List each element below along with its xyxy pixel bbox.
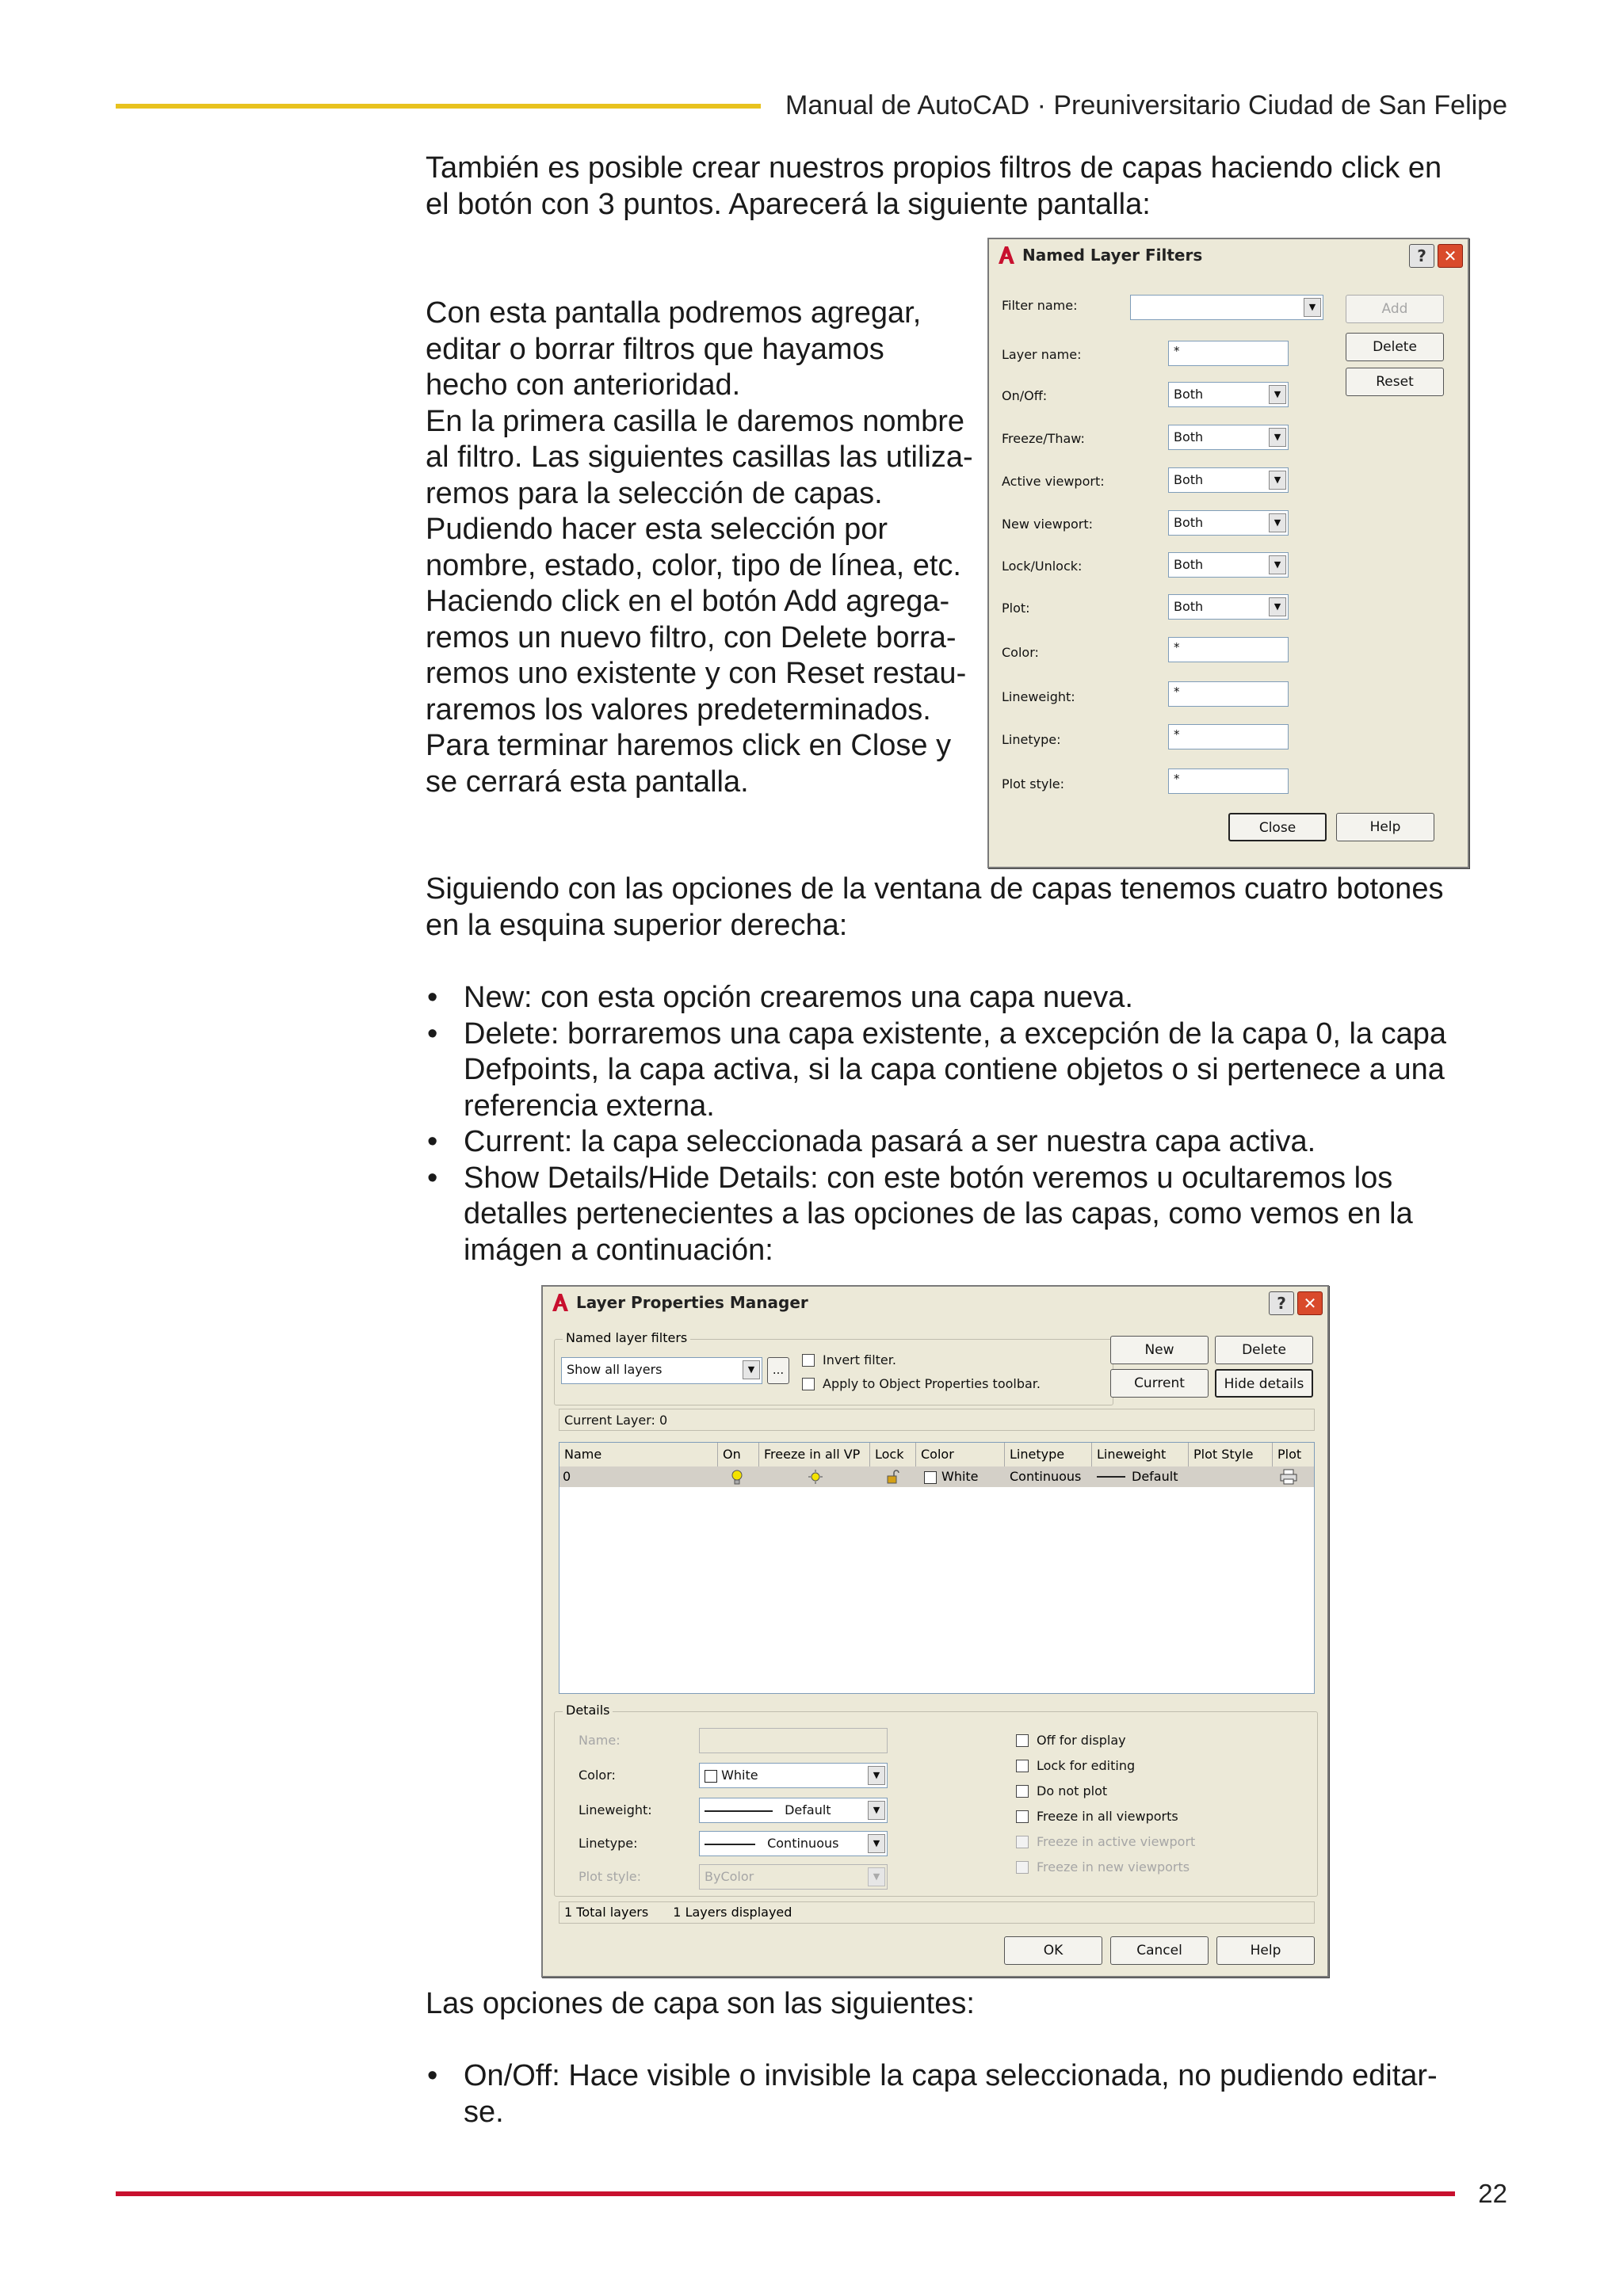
details-color-combo[interactable] — [699, 1763, 888, 1788]
button-options-list — [426, 980, 1480, 1268]
layer-name-input[interactable]: * — [1168, 341, 1289, 366]
invert-filter-checkbox[interactable] — [802, 1354, 815, 1367]
column-header-name[interactable]: Name — [559, 1443, 718, 1466]
lock-unlock-value: Both — [1174, 557, 1204, 572]
dropdown-arrow-icon[interactable]: ▼ — [743, 1360, 760, 1379]
total-layers-status: 1 Total layers — [564, 1905, 649, 1920]
freeze-active-viewport-label: Freeze in active viewport — [1037, 1834, 1196, 1849]
plot-label: Plot: — [1002, 601, 1030, 616]
apply-toolbar-checkbox[interactable] — [802, 1378, 815, 1390]
freeze-active-viewport-checkbox[interactable] — [1016, 1836, 1029, 1848]
list-item-line: referencia externa. — [464, 1089, 715, 1123]
header-rule — [116, 104, 761, 109]
displayed-layers-status: 1 Layers displayed — [673, 1905, 792, 1920]
filter-value: Show all layers — [567, 1362, 663, 1377]
color-input[interactable]: * — [1168, 637, 1289, 662]
lineweight-input[interactable]: * — [1168, 681, 1289, 707]
details-plotstyle-combo[interactable] — [699, 1864, 888, 1890]
layers-list[interactable] — [559, 1442, 1315, 1694]
column-header-on[interactable]: On — [718, 1443, 759, 1466]
list-item: • Current: la capa seleccionada pasará a ser nuestra capa activa. — [426, 1124, 1480, 1161]
details-color-value: White — [721, 1768, 758, 1783]
side-line: remos un nuevo filtro, con Delete borra- — [426, 620, 957, 654]
delete-button[interactable]: Delete — [1215, 1336, 1313, 1364]
side-line: nombre, estado, color, tipo de línea, etc. — [426, 548, 961, 582]
current-button[interactable]: Current — [1110, 1369, 1209, 1398]
details-lineweight-value: Default — [785, 1802, 831, 1817]
layer-color-cell[interactable]: White — [941, 1469, 979, 1484]
list-item — [426, 2058, 1480, 2130]
intro-paragraph — [426, 151, 1442, 223]
lightbulb-icon[interactable] — [731, 1470, 743, 1486]
column-header-lock[interactable]: Lock — [870, 1443, 916, 1466]
column-header-freeze[interactable]: Freeze in all VP — [759, 1443, 870, 1466]
on-off-combo[interactable] — [1168, 382, 1289, 407]
list-item-line: • On/Off: Hace visible o invisible la capa seleccionada, no pudiendo editar- — [464, 2059, 1438, 2092]
details-group — [554, 1703, 1318, 1897]
lock-unlock-combo[interactable] — [1168, 552, 1289, 578]
details-linetype-label: Linetype: — [579, 1836, 638, 1851]
details-linetype-combo[interactable] — [699, 1831, 888, 1856]
side-line: remos uno existente y con Reset restau- — [426, 657, 967, 690]
off-for-display-checkbox[interactable] — [1016, 1734, 1029, 1747]
dropdown-arrow-icon[interactable]: ▼ — [1269, 555, 1286, 574]
dialog-titlebar — [543, 1287, 1327, 1318]
layer-linetype-cell[interactable]: Continuous — [1010, 1469, 1082, 1484]
layer-options-list — [426, 2058, 1480, 2130]
para-line: Siguiendo con las opciones de la ventana de capas tenemos cuatro botones — [426, 872, 1444, 906]
side-line: Con esta pantalla podremos agregar, — [426, 296, 922, 330]
dropdown-arrow-icon[interactable]: ▼ — [868, 1801, 885, 1820]
active-viewport-value: Both — [1174, 472, 1204, 487]
list-item: • New: con esta opción crearemos una capa nueva. — [426, 980, 1480, 1016]
linetype-input[interactable]: * — [1168, 724, 1289, 749]
invert-filter-label: Invert filter. — [823, 1352, 896, 1367]
details-name-input[interactable] — [699, 1728, 888, 1753]
autocad-icon — [549, 1292, 570, 1313]
details-plotstyle-value: ByColor — [705, 1869, 754, 1884]
details-color-label: Color: — [579, 1768, 616, 1783]
named-filters-group — [554, 1330, 1113, 1405]
sun-icon[interactable] — [808, 1470, 823, 1484]
freeze-thaw-label: Freeze/Thaw: — [1002, 431, 1085, 446]
new-viewport-combo[interactable] — [1168, 510, 1289, 536]
on-off-label: On/Off: — [1002, 388, 1048, 403]
intro-line: el botón con 3 puntos. Aparecerá la siguiente pantalla: — [426, 187, 1151, 221]
freeze-thaw-combo[interactable] — [1168, 425, 1289, 450]
side-line: Para terminar haremos click en Close y — [426, 729, 952, 762]
layer-name-label: Layer name: — [1002, 347, 1082, 362]
dialog-title: Layer Properties Manager — [576, 1293, 808, 1312]
footer-rule — [116, 2191, 1455, 2196]
help-button[interactable]: Help — [1336, 813, 1434, 841]
group-caption: Details — [563, 1703, 613, 1718]
status-bar — [559, 1901, 1315, 1924]
close-icon[interactable]: ✕ — [1438, 244, 1463, 268]
lock-for-editing-label: Lock for editing — [1037, 1758, 1136, 1773]
linetype-label: Linetype: — [1002, 732, 1061, 747]
side-line: al filtro. Las siguientes casillas las utiliza- — [426, 441, 973, 474]
apply-toolbar-label: Apply to Object Properties toolbar. — [823, 1376, 1041, 1391]
reset-button[interactable]: Reset — [1346, 368, 1444, 396]
color-swatch — [705, 1770, 717, 1783]
close-button[interactable]: Close — [1228, 813, 1327, 841]
list-item — [426, 1161, 1480, 1269]
active-viewport-label: Active viewport: — [1002, 474, 1105, 489]
side-line: hecho con anterioridad. — [426, 368, 741, 402]
list-item-line: detalles pertenecientes a las opciones de las capas, como vemos en la — [464, 1197, 1413, 1230]
new-viewport-label: New viewport: — [1002, 517, 1094, 532]
dropdown-arrow-icon[interactable]: ▼ — [1269, 471, 1286, 490]
column-header-plot[interactable]: Plot — [1273, 1443, 1314, 1466]
add-button[interactable]: Add — [1346, 295, 1444, 323]
list-item-line: se. — [464, 2095, 504, 2129]
hide-details-button[interactable]: Hide details — [1215, 1369, 1313, 1398]
column-header-linetype[interactable]: Linetype — [1005, 1443, 1092, 1466]
list-item-line: • Show Details/Hide Details: con este botón veremos u ocultaremos los — [464, 1161, 1393, 1195]
side-line: Pudiendo hacer esta selección por — [426, 513, 888, 546]
color-label: Color: — [1002, 645, 1039, 660]
lineweight-sample — [1097, 1476, 1125, 1478]
dropdown-arrow-icon[interactable]: ▼ — [1269, 428, 1286, 447]
side-line: raremos los valores predeterminados. — [426, 692, 931, 727]
dropdown-arrow-icon[interactable]: ▼ — [868, 1834, 885, 1853]
table-row[interactable] — [559, 1466, 1314, 1487]
plot-value: Both — [1174, 599, 1204, 614]
side-line: se cerrará esta pantalla. — [426, 765, 749, 799]
side-line: remos para la selección de capas. — [426, 476, 883, 510]
plot-style-label: Plot style: — [1002, 776, 1064, 791]
dropdown-arrow-icon[interactable]: ▼ — [1269, 385, 1286, 404]
header-title: Manual de AutoCAD · Preuniversitario Ciudad de San Felipe — [785, 90, 1507, 120]
freeze-all-viewports-checkbox[interactable] — [1016, 1810, 1029, 1823]
new-button[interactable]: New — [1110, 1336, 1209, 1364]
list-item-line: • Delete: borraremos una capa existente, a excepción de la capa 0, la capa — [464, 1016, 1446, 1051]
unlock-icon[interactable] — [886, 1470, 900, 1484]
cancel-button[interactable]: Cancel — [1110, 1936, 1209, 1965]
new-viewport-value: Both — [1174, 515, 1204, 530]
freeze-new-viewports-label: Freeze in new viewports — [1037, 1859, 1190, 1875]
linetype-sample — [705, 1844, 755, 1845]
lock-unlock-label: Lock/Unlock: — [1002, 559, 1083, 574]
page-number: 22 — [1478, 2179, 1507, 2208]
freeze-all-viewports-label: Freeze in all viewports — [1037, 1809, 1178, 1824]
intro-line: También es posible crear nuestros propios filtros de capas haciendo click en — [426, 151, 1442, 185]
printer-icon[interactable] — [1279, 1469, 1298, 1485]
help-button[interactable]: Help — [1216, 1936, 1315, 1965]
dropdown-arrow-icon[interactable]: ▼ — [1269, 597, 1286, 616]
off-for-display-label: Off for display — [1037, 1733, 1126, 1748]
dropdown-arrow-icon[interactable]: ▼ — [868, 1867, 885, 1886]
paragraph-buttons — [426, 871, 1443, 944]
group-caption: Named layer filters — [563, 1330, 690, 1345]
column-header-plot-style[interactable]: Plot Style — [1189, 1443, 1273, 1466]
on-off-value: Both — [1174, 387, 1204, 402]
dialog-titlebar — [989, 239, 1468, 271]
list-item-line: Defpoints, la capa activa, si la capa contiene objetos o si pertenece a una — [464, 1053, 1445, 1086]
list-item — [426, 1016, 1480, 1125]
column-header-lineweight[interactable]: Lineweight — [1092, 1443, 1189, 1466]
layer-properties-manager-dialog — [541, 1285, 1329, 1978]
color-swatch[interactable] — [924, 1471, 937, 1484]
layer-lineweight-cell[interactable]: Default — [1132, 1469, 1178, 1484]
help-icon[interactable]: ? — [1409, 244, 1434, 268]
list-item-line: imágen a continuación: — [464, 1233, 773, 1267]
side-line: editar o borrar filtros que hayamos — [426, 332, 884, 366]
side-line: Haciendo click en el botón Add agrega- — [426, 585, 950, 618]
details-plotstyle-label: Plot style: — [579, 1869, 641, 1884]
lineweight-label: Lineweight: — [1002, 689, 1075, 704]
do-not-plot-label: Do not plot — [1037, 1783, 1108, 1798]
filter-dots-button[interactable]: ... — [767, 1357, 789, 1384]
filter-name-combo[interactable] — [1130, 295, 1323, 320]
ok-button[interactable]: OK — [1004, 1936, 1102, 1965]
dropdown-arrow-icon[interactable]: ▼ — [868, 1766, 885, 1785]
delete-button[interactable]: Delete — [1346, 333, 1444, 361]
side-line: En la primera casilla le daremos nombre — [426, 404, 965, 438]
dropdown-arrow-icon[interactable]: ▼ — [1304, 298, 1321, 317]
current-layer-status: Current Layer: 0 — [559, 1409, 1315, 1431]
layer-options-heading: Las opciones de capa son las siguientes: — [426, 1987, 975, 2020]
details-lineweight-label: Lineweight: — [579, 1802, 652, 1817]
lineweight-sample — [705, 1810, 773, 1812]
plot-combo[interactable] — [1168, 594, 1289, 620]
named-layer-filters-dialog — [987, 238, 1469, 868]
active-viewport-combo[interactable] — [1168, 467, 1289, 493]
details-linetype-value: Continuous — [767, 1836, 839, 1851]
side-paragraph — [426, 296, 973, 800]
lock-for-editing-checkbox[interactable] — [1016, 1760, 1029, 1772]
freeze-thaw-value: Both — [1174, 429, 1204, 444]
para-line: en la esquina superior derecha: — [426, 908, 848, 942]
layers-list-header — [559, 1443, 1314, 1467]
close-icon[interactable]: ✕ — [1297, 1291, 1323, 1315]
dialog-title: Named Layer Filters — [1022, 246, 1203, 265]
plot-style-input[interactable]: * — [1168, 769, 1289, 794]
details-lineweight-combo[interactable] — [699, 1798, 888, 1823]
layer-name-cell: 0 — [563, 1469, 571, 1484]
column-header-color[interactable]: Color — [916, 1443, 1005, 1466]
filter-combo[interactable] — [561, 1357, 762, 1384]
freeze-new-viewports-checkbox[interactable] — [1016, 1861, 1029, 1874]
do-not-plot-checkbox[interactable] — [1016, 1785, 1029, 1798]
details-name-label: Name: — [579, 1733, 621, 1748]
help-icon[interactable]: ? — [1269, 1291, 1294, 1315]
dropdown-arrow-icon[interactable]: ▼ — [1269, 513, 1286, 532]
filter-name-label: Filter name: — [1002, 298, 1078, 313]
autocad-icon — [995, 245, 1016, 265]
